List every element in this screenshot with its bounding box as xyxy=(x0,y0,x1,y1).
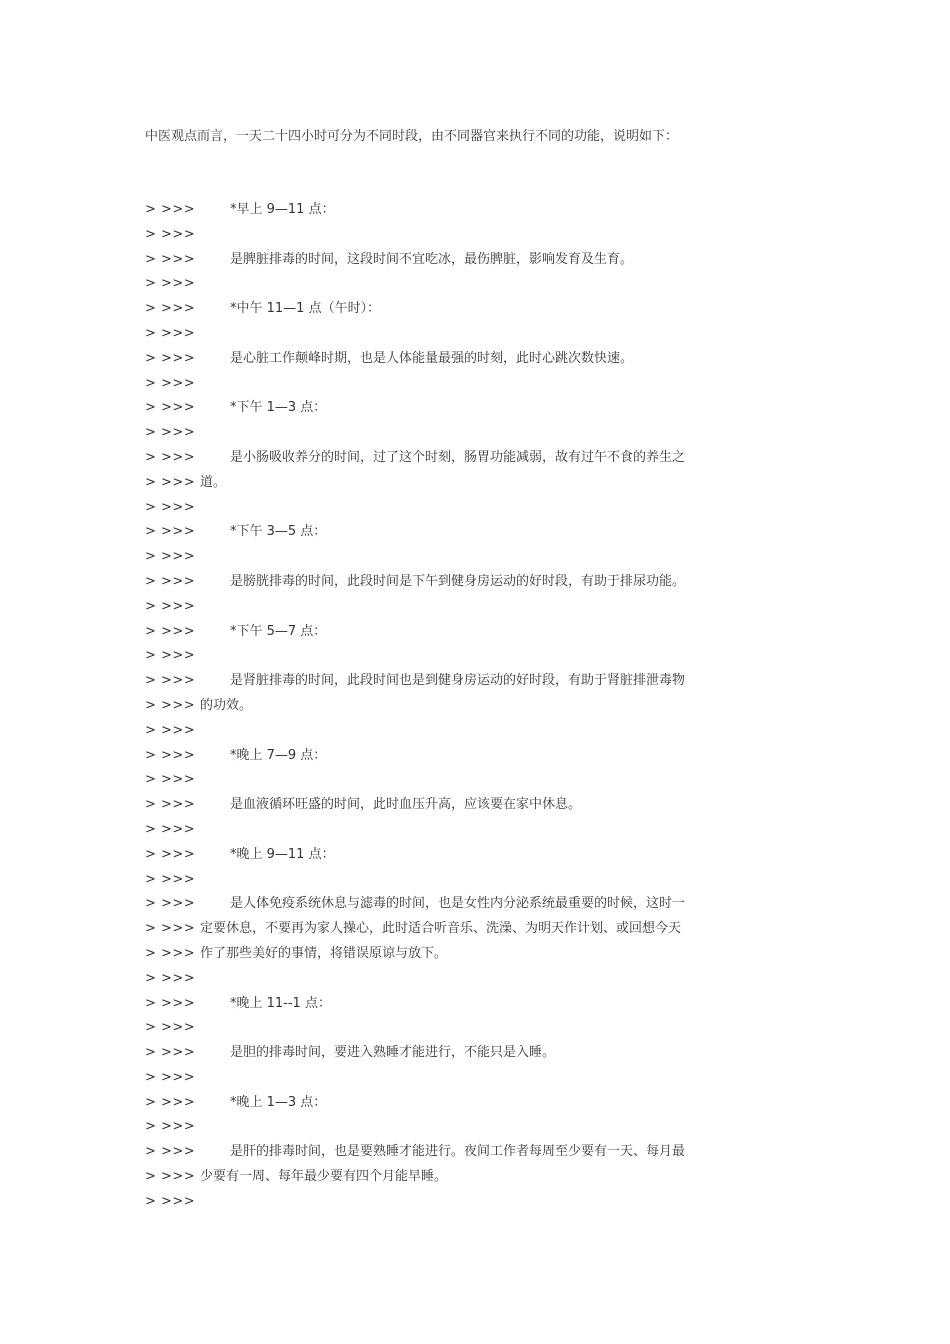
quote-prefix: > >>> xyxy=(145,202,196,217)
quoted-line xyxy=(145,644,765,669)
quoted-line xyxy=(145,1016,765,1041)
quoted-line xyxy=(145,570,765,595)
quoted-line xyxy=(145,595,765,620)
quote-prefix: > >>> xyxy=(145,722,196,738)
line-continuation-text: 少要有一周、每年最少要有四个月能早睡。 xyxy=(200,1169,448,1185)
quoted-line xyxy=(145,694,765,719)
line-text: 是小肠吸收养分的时间，过了这个时刻，肠胃功能减弱，故有过午不食的养生之 xyxy=(230,449,686,465)
quote-prefix: > >>> xyxy=(145,226,196,242)
quote-prefix: > >>> xyxy=(145,1069,196,1085)
quoted-line xyxy=(145,272,765,297)
quote-prefix: > >>> xyxy=(145,474,196,490)
quote-prefix: > >>> xyxy=(145,301,196,317)
quote-prefix: > >>> xyxy=(145,1119,196,1135)
quote-prefix: > >>> xyxy=(145,350,196,366)
line-text: *下午 5—7 点： xyxy=(230,623,327,639)
quote-prefix: > >>> xyxy=(145,425,196,441)
quoted-line xyxy=(145,372,765,397)
quoted-line xyxy=(145,1190,765,1215)
quote-prefix: > >>> xyxy=(145,598,196,614)
quoted-line xyxy=(145,322,765,347)
line-text: 是肝的排毒时间，也是要熟睡才能进行。夜间工作者每周至少要有一天、每月最 xyxy=(230,1144,686,1160)
quoted-line xyxy=(145,868,765,893)
line-continuation-text: 定要休息，不要再为家人操心，此时适合听音乐、洗澡、为明天作计划、或回想今天 xyxy=(200,921,682,937)
line-text: *晚上 1—3 点： xyxy=(230,1094,327,1110)
quote-prefix: > >>> xyxy=(145,1020,196,1036)
quoted-line xyxy=(145,347,765,372)
quoted-line xyxy=(145,768,765,793)
quote-prefix: > >>> xyxy=(145,772,196,788)
quoted-line xyxy=(145,1091,765,1116)
quoted-line xyxy=(145,520,765,545)
quoted-line xyxy=(145,471,765,496)
line-continuation-text: 的功效。 xyxy=(200,697,253,713)
line-text: *下午 3—5 点： xyxy=(230,524,327,540)
line-text: 是胆的排毒时间，要进入熟睡才能进行，不能只是入睡。 xyxy=(230,1045,556,1061)
quoted-line xyxy=(145,719,765,744)
quoted-line xyxy=(145,396,765,421)
line-text: 是膀胱排毒的时间，此段时间是下午到健身房运动的好时段，有助于排尿功能。 xyxy=(230,573,686,589)
quote-prefix: > >>> xyxy=(145,524,196,540)
quote-prefix: > >>> xyxy=(145,499,196,515)
quoted-line xyxy=(145,992,765,1017)
line-text: *下午 1—3 点： xyxy=(230,400,327,416)
quoted-line xyxy=(145,248,765,273)
quote-prefix: > >>> xyxy=(145,797,196,813)
quoted-line xyxy=(145,421,765,446)
quote-prefix: > >>> xyxy=(145,896,196,912)
quoted-line xyxy=(145,744,765,769)
quote-prefix: > >>> xyxy=(145,549,196,565)
quote-prefix: > >>> xyxy=(145,251,196,267)
quoted-line xyxy=(145,198,765,223)
quoted-line xyxy=(145,223,765,248)
quoted-line xyxy=(145,1066,765,1091)
quote-prefix: > >>> xyxy=(145,276,196,292)
line-text: 是脾脏排毒的时间，这段时间不宜吃冰，最伤脾脏，影响发育及生育。 xyxy=(230,251,634,267)
quote-prefix: > >>> xyxy=(145,995,196,1011)
quote-prefix: > >>> xyxy=(145,697,196,713)
quote-prefix: > >>> xyxy=(145,325,196,341)
quoted-line xyxy=(145,545,765,570)
quoted-line xyxy=(145,1041,765,1066)
quote-prefix: > >>> xyxy=(145,871,196,887)
quote-prefix: > >>> xyxy=(145,375,196,391)
quoted-line xyxy=(145,669,765,694)
quote-prefix: > >>> xyxy=(145,1169,196,1185)
quote-prefix: > >>> xyxy=(145,400,196,416)
quoted-line xyxy=(145,1165,765,1190)
line-text: *晚上 7—9 点： xyxy=(230,747,327,763)
quote-prefix: > >>> xyxy=(145,623,196,639)
quote-prefix: > >>> xyxy=(145,1193,196,1209)
line-text: 是人体免疫系统休息与滤毒的时间，也是女性内分泌系统最重要的时候，这时一 xyxy=(230,896,686,912)
quoted-line xyxy=(145,818,765,843)
quote-prefix: > >>> xyxy=(145,921,196,937)
quoted-line xyxy=(145,892,765,917)
quoted-line xyxy=(145,793,765,818)
quote-prefix: > >>> xyxy=(145,573,196,589)
quoted-line xyxy=(145,496,765,521)
quote-prefix: > >>> xyxy=(145,1144,196,1160)
line-continuation-text: 道。 xyxy=(200,474,227,490)
line-text: 是心脏工作颠峰时期，也是人体能量最强的时刻，此时心跳次数快速。 xyxy=(230,350,634,366)
quote-prefix: > >>> xyxy=(145,449,196,465)
quoted-lines xyxy=(145,198,765,1215)
quote-prefix: > >>> xyxy=(145,821,196,837)
quoted-line xyxy=(145,942,765,967)
quoted-line xyxy=(145,967,765,992)
line-text: *早上 9—11 点： xyxy=(230,202,335,217)
quote-prefix: > >>> xyxy=(145,747,196,763)
intro-paragraph: 中医观点而言，一天二十四小时可分为不同时段，由不同器官来执行不同的功能，说明如下： xyxy=(145,129,679,144)
quoted-line xyxy=(145,1115,765,1140)
quote-prefix: > >>> xyxy=(145,673,196,689)
quoted-line xyxy=(145,1140,765,1165)
quote-prefix: > >>> xyxy=(145,846,196,862)
line-text: 是血液循环旺盛的时间，此时血压升高，应该要在家中休息。 xyxy=(230,797,582,813)
quoted-line xyxy=(145,297,765,322)
quoted-line xyxy=(145,446,765,471)
quote-prefix: > >>> xyxy=(145,945,196,961)
line-continuation-text: 作了那些美好的事情，将错误原谅与放下。 xyxy=(200,945,448,961)
quote-prefix: > >>> xyxy=(145,1094,196,1110)
line-text: *晚上 9—11 点： xyxy=(230,846,335,862)
quoted-line xyxy=(145,917,765,942)
line-text: 是肾脏排毒的时间，此段时间也是到健身房运动的好时段，有助于肾脏排泄毒物 xyxy=(230,673,686,689)
line-text: *中午 11—1 点（午时）： xyxy=(230,301,381,317)
quoted-line xyxy=(145,843,765,868)
quoted-line xyxy=(145,620,765,645)
quote-prefix: > >>> xyxy=(145,648,196,664)
line-text: *晚上 11--1 点： xyxy=(230,995,331,1011)
quote-prefix: > >>> xyxy=(145,1045,196,1061)
quote-prefix: > >>> xyxy=(145,970,196,986)
